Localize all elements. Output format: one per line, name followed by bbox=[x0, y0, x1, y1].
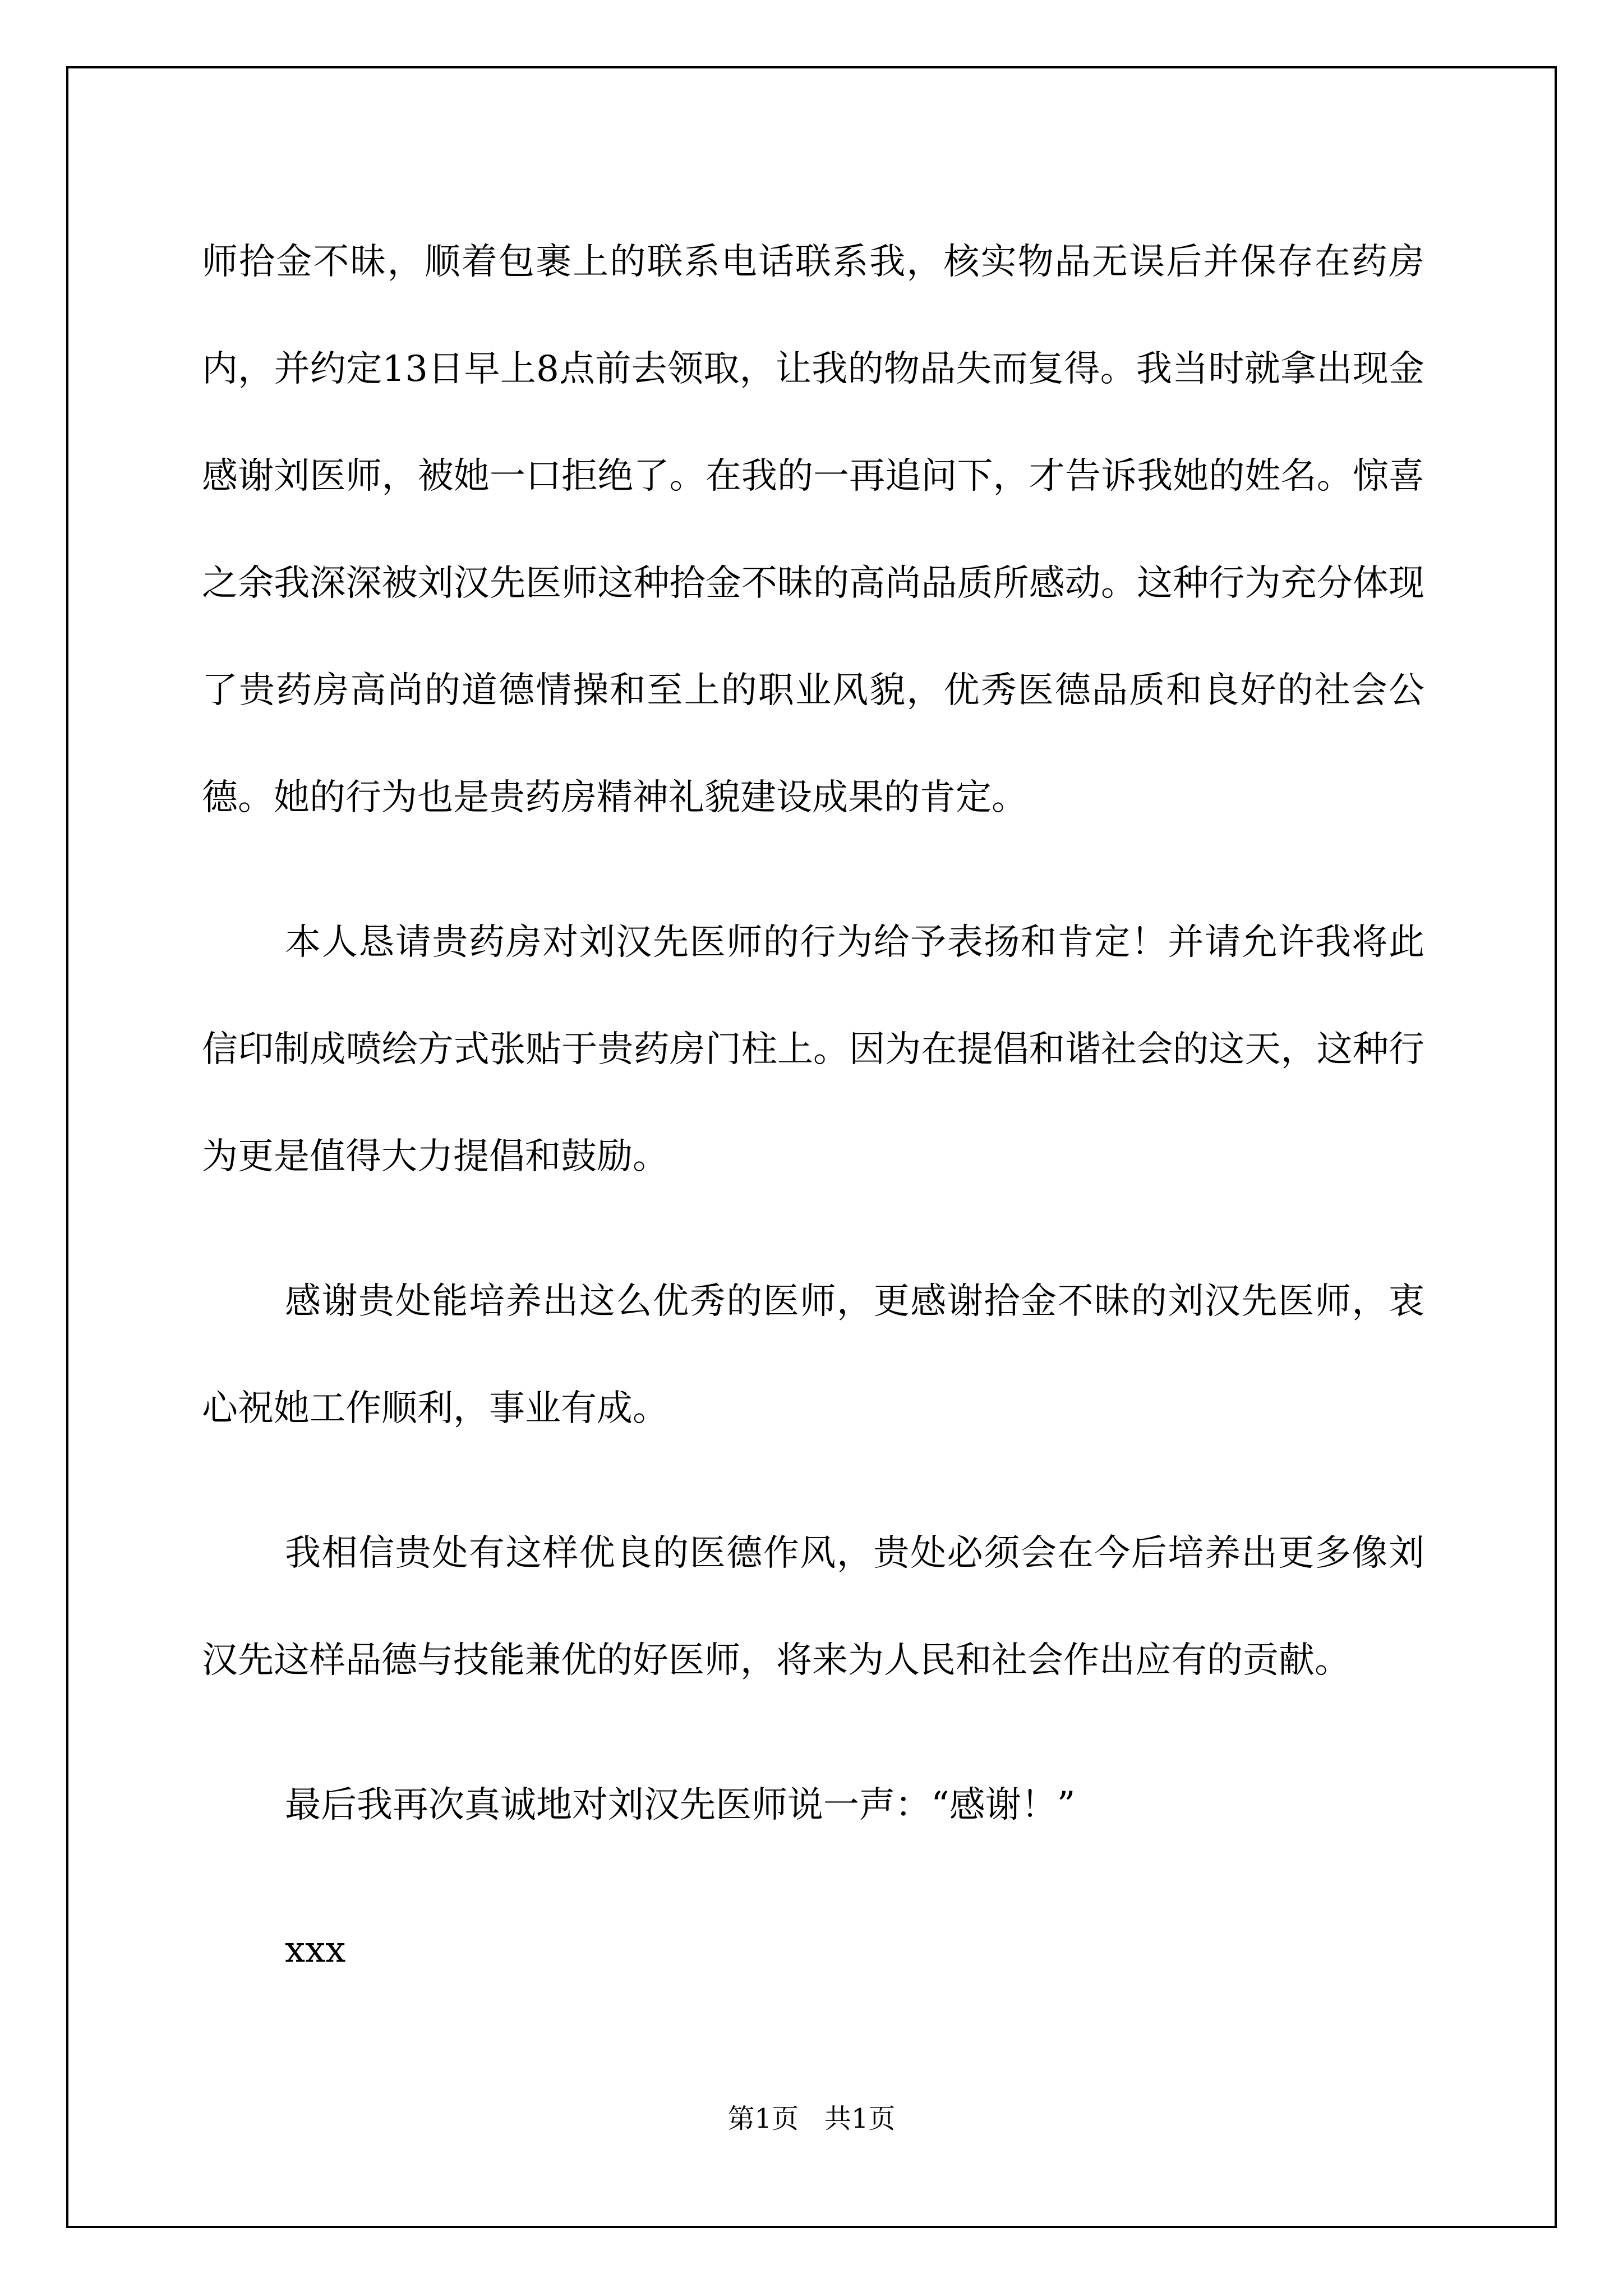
letter-body bbox=[202, 209, 1424, 2004]
paragraph-closing: 最后我再次真诚地对刘汉先医师说一声：“感谢！” bbox=[285, 1784, 1076, 1826]
paragraph-continued: 师拾金不昧，顺着包裹上的联系电话联系我，核实物品无误后并保存在药房内，并约定13日早上8点前去领取，让我的物品失而复得。我当时就拿出现金感谢刘医师，被她一口拒绝了。在我的一再追问下，才告诉我她的姓名。惊喜之余我深深被刘汉先医师这种拾金不昧的高尚品质所感动。这种行为充分体现了贵药房高尚的道德情操和至上的职业风貌，优秀医德品质和良好的社会公德。她的行为也是贵药房精神礼貌建设成果的肯定。 bbox=[202, 241, 1424, 818]
signature: xxx bbox=[285, 1929, 346, 1971]
page-footer: 第1页 共1页 bbox=[727, 2103, 896, 2134]
paragraph-belief: 我相信贵处有这样优良的医德作风，贵处必须会在今后培养出更多像刘汉先这样品德与技能兼优的好医师，将来为人民和社会作出应有的贡献。 bbox=[202, 1533, 1424, 1681]
paragraph-request: 本人恳请贵药房对刘汉先医师的行为给予表扬和肯定！并请允许我将此信印制成喷绘方式张贴于贵药房门柱上。因为在提倡和谐社会的这天，这种行为更是值得大力提倡和鼓励。 bbox=[202, 922, 1424, 1177]
paragraph-thanks: 感谢贵处能培养出这么优秀的医师，更感谢拾金不昧的刘汉先医师，衷心祝她工作顺利，事业有成。 bbox=[202, 1281, 1424, 1429]
